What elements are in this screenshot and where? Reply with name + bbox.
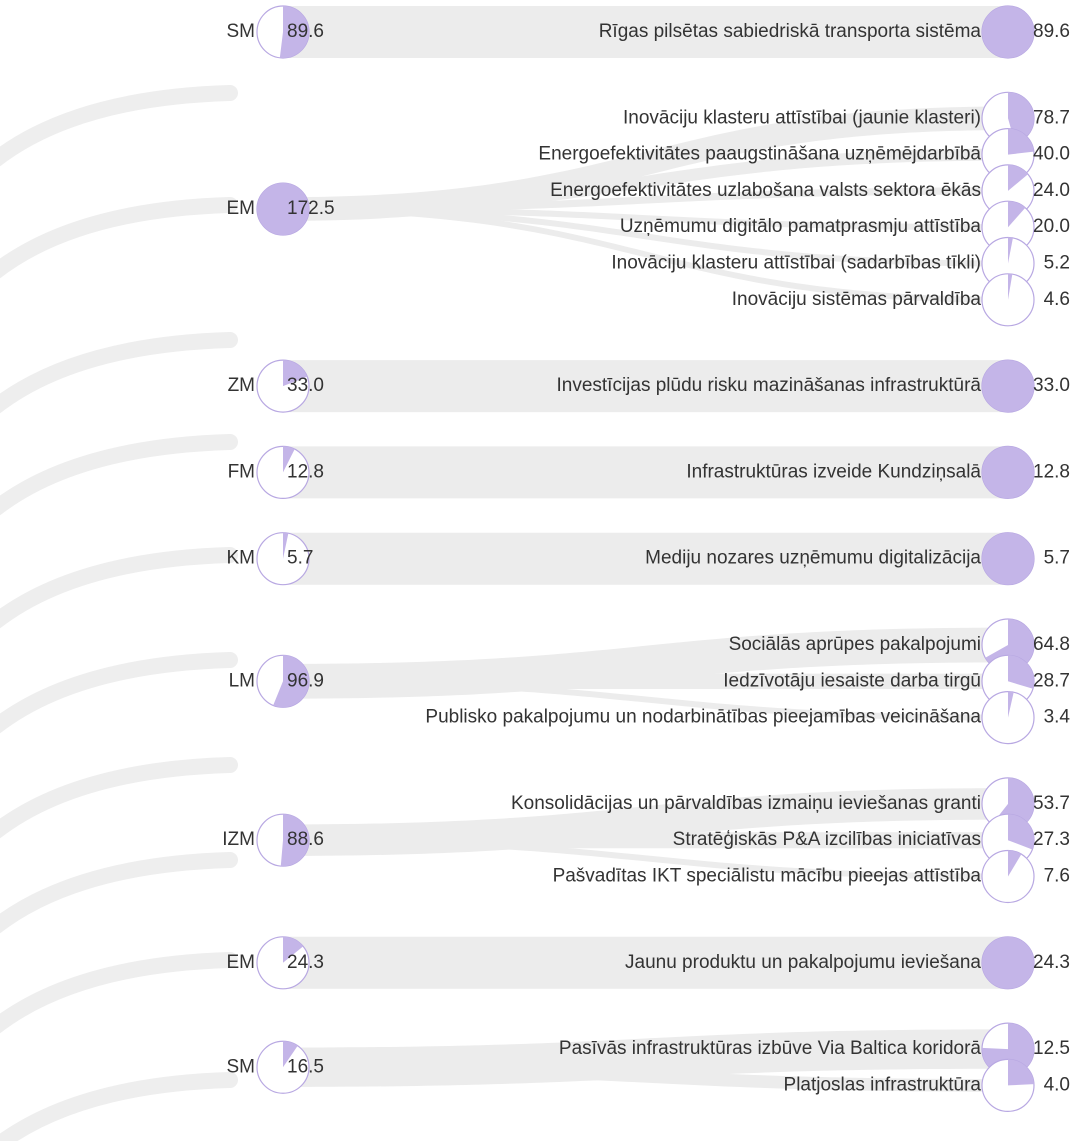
group-0-sm-item-0-pie: [982, 6, 1034, 58]
group-4-km-value: 5.7: [287, 547, 314, 569]
group-0-sm-item-0-label: Rīgas pilsētas sabiedriskā transporta sistēma: [598, 21, 981, 43]
group-4-km-item-0-pie: [982, 533, 1034, 585]
group-6-izm-item-0-value: 53.7: [1033, 792, 1070, 814]
group-3-fm-item-0-value: 12.8: [1033, 461, 1070, 483]
group-6-izm-item-2-label: Pašvadītas IKT speciālistu mācību pieejas attīstība: [552, 865, 981, 887]
group-5-lm-item-0-label: Sociālās aprūpes pakalpojumi: [728, 634, 981, 656]
group-5-lm-value: 96.9: [287, 670, 324, 692]
group-7-em-value: 24.3: [287, 951, 324, 973]
group-4-km-label: KM: [226, 547, 255, 569]
group-4-km-item-0-value: 5.7: [1043, 547, 1070, 569]
group-5-lm-item-2-label: Publisko pakalpojumu un nodarbinātības pieejamības veicināšana: [425, 706, 981, 728]
group-3-fm-value: 12.8: [287, 461, 324, 483]
background-arc-8: [0, 960, 230, 1040]
group-1-em-item-2-value: 24.0: [1033, 179, 1070, 201]
group-1-em-item-4-value: 5.2: [1043, 252, 1070, 274]
group-2-zm-item-0-value: 33.0: [1033, 375, 1070, 397]
group-1-em-item-2-label: Energoefektivitātes uzlabošana valsts sektora ēkās: [550, 179, 981, 201]
group-5-lm-item-2-pie: [982, 692, 1034, 744]
group-8-sm-item-0-label: Pasīvās infrastruktūras izbūve Via Baltica koridorā: [558, 1038, 981, 1060]
group-7-em-item-0-pie: [982, 937, 1034, 989]
background-arc-0: [0, 93, 230, 173]
group-1-em: [227, 183, 335, 235]
group-7-em-item-0-value: 24.3: [1033, 951, 1070, 973]
group-7-em-item-0-pie-slice: [982, 937, 1034, 989]
group-8-sm-label: SM: [226, 1056, 255, 1078]
group-2-zm-value: 33.0: [287, 375, 324, 397]
group-1-em-item-5-label: Inovāciju sistēmas pārvaldība: [731, 288, 981, 310]
group-5-lm-item-0-value: 64.8: [1033, 634, 1070, 656]
group-5-lm: [229, 655, 324, 707]
group-1-em-item-1-value: 40.0: [1033, 143, 1070, 165]
group-1-em-label: EM: [226, 198, 255, 220]
background-arc-7: [0, 860, 230, 940]
group-3-fm-label: FM: [227, 461, 255, 483]
group-8-sm-item-1-label: Platjoslas infrastruktūra: [783, 1074, 981, 1096]
background-arc-6: [0, 765, 230, 845]
group-0-sm-item-0-pie-slice: [982, 6, 1034, 58]
group-5-lm-item-2-value: 3.4: [1043, 706, 1070, 728]
group-1-em-value: 172.5: [287, 198, 335, 220]
background-arc-1: [0, 205, 230, 285]
group-2-zm-item-0-label: Investīcijas plūdu risku mazināšanas infrastruktūrā: [556, 375, 981, 397]
group-8-sm-value: 16.5: [287, 1056, 324, 1078]
group-1-em-item-0-value: 78.7: [1033, 107, 1070, 129]
group-8-sm-item-0-value: 12.5: [1033, 1038, 1070, 1060]
group-6-izm-item-1-label: Stratēģiskās P&A izcilības iniciatīvas: [672, 829, 981, 851]
group-3-fm-item-0-pie-slice: [982, 446, 1034, 498]
group-1-em-item-0-label: Inovāciju klasteru attīstībai (jaunie klasteri): [623, 107, 981, 129]
group-2-zm-item-0-pie: [982, 360, 1034, 412]
group-4-km: [227, 533, 314, 585]
group-0-sm-item-0-value: 89.6: [1033, 21, 1070, 43]
background-arcs: [0, 93, 230, 1141]
background-arc-9: [0, 1080, 230, 1141]
group-4-km-item-0-label: Mediju nozares uzņēmumu digitalizācija: [645, 547, 981, 569]
group-5-lm-item-1-label: Iedzīvotāju iesaiste darba tirgū: [723, 670, 981, 692]
group-0-sm-value: 89.6: [287, 21, 324, 43]
group-1-em-item-5-value: 4.6: [1043, 288, 1070, 310]
group-1-em-item-4-label: Inovāciju klasteru attīstībai (sadarbības tīkli): [611, 252, 981, 274]
group-3-fm-item-0-label: Infrastruktūras izveide Kundziņsalā: [686, 461, 981, 483]
group-6-izm-item-0-label: Konsolidācijas un pārvaldības izmaiņu ieviešanas granti: [511, 792, 981, 814]
background-arc-4: [0, 555, 230, 635]
group-3-fm-item-0-pie: [982, 446, 1034, 498]
group-5-lm-label: LM: [228, 670, 255, 692]
group-8-sm-item-1-pie: [982, 1059, 1034, 1111]
group-1-em-item-3-label: Uzņēmumu digitālo pamatprasmju attīstība: [619, 216, 981, 238]
group-6-izm-label: IZM: [222, 829, 255, 851]
group-0-sm-label: SM: [226, 21, 255, 43]
group-6-izm-item-2-value: 7.6: [1043, 865, 1070, 887]
group-5-lm-item-2: [425, 692, 1070, 744]
group-6-izm-item-1-value: 27.3: [1033, 829, 1070, 851]
group-1-em-item-1-label: Energoefektivitātes paaugstināšana uzņēmējdarbībā: [538, 143, 981, 165]
background-arc-5: [0, 660, 230, 740]
background-arc-2: [0, 340, 230, 420]
group-8-sm-item-1-value: 4.0: [1043, 1074, 1070, 1096]
group-2-zm-item-0-pie-slice: [982, 360, 1034, 412]
group-2-zm-label: ZM: [227, 375, 255, 397]
group-6-izm-value: 88.6: [287, 829, 324, 851]
group-1-em-item-5-pie: [982, 274, 1034, 326]
group-4-km-item-0-pie-slice: [982, 533, 1034, 585]
group-1-em-item-3-value: 20.0: [1033, 216, 1070, 238]
group-7-em-item-0-label: Jaunu produktu un pakalpojumu ieviešana: [625, 951, 981, 973]
group-5-lm-item-1-value: 28.7: [1033, 670, 1070, 692]
background-arc-3: [0, 442, 230, 522]
group-7-em-label: EM: [226, 951, 255, 973]
group-6-izm-item-2-pie: [982, 851, 1034, 903]
